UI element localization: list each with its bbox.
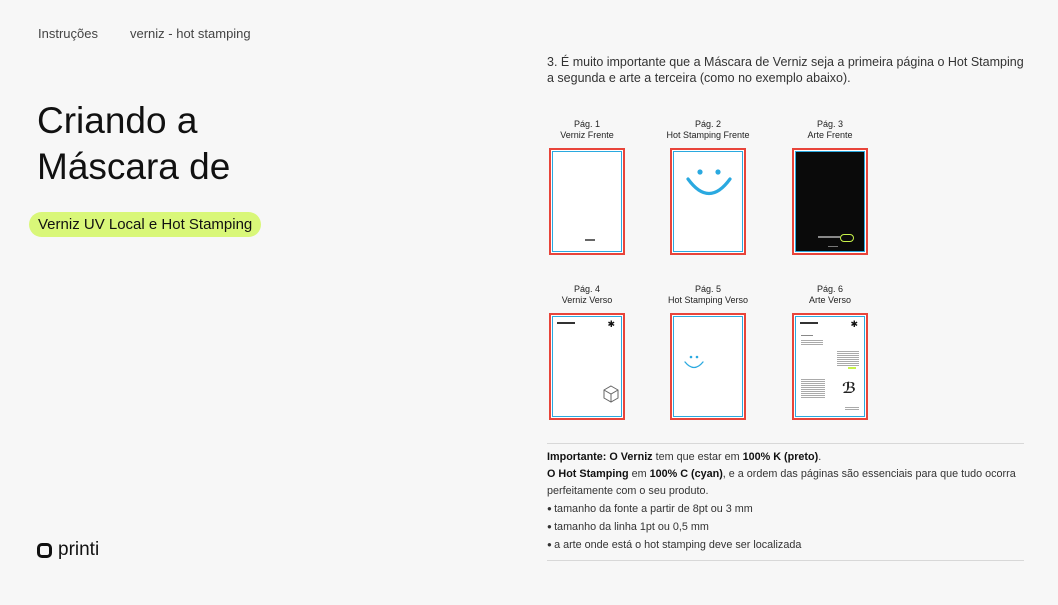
highlight-mark bbox=[848, 367, 856, 369]
page-thumbnail bbox=[670, 313, 746, 420]
page-number: Pág. 4 bbox=[573, 284, 601, 294]
page-name: Arte Verso bbox=[808, 295, 852, 305]
page-thumbnail bbox=[549, 313, 625, 420]
verniz-back-page bbox=[552, 316, 622, 417]
page-label bbox=[653, 284, 763, 308]
divider bbox=[547, 443, 1024, 444]
hot-stamping-back-page bbox=[673, 316, 743, 417]
art-page bbox=[795, 151, 865, 252]
art-text-line bbox=[818, 236, 840, 238]
page-label bbox=[775, 119, 885, 143]
text-block bbox=[837, 351, 859, 367]
art-header-line bbox=[800, 322, 818, 324]
printi-logo-icon bbox=[37, 543, 52, 558]
text-block bbox=[801, 379, 825, 399]
page-number: Pág. 6 bbox=[816, 284, 844, 294]
note-paragraph-1 bbox=[547, 449, 1027, 466]
page-name: Hot Stamping Verso bbox=[667, 295, 749, 305]
note-text: . bbox=[818, 451, 822, 463]
page-thumbnail bbox=[792, 313, 868, 420]
note-text: em bbox=[628, 468, 650, 480]
intro-text: 3. É muito importante que a Máscara de Verniz seja a primeira página o Hot Stamping a segunda e arte a terceira (como no exemplo abaixo). bbox=[547, 55, 1024, 85]
page-name: Arte Frente bbox=[807, 130, 853, 140]
page-example-2 bbox=[653, 119, 763, 255]
page-example-4 bbox=[532, 284, 642, 420]
asterisk-icon: ✱ bbox=[850, 319, 858, 329]
small-mark bbox=[585, 239, 595, 241]
asterisk-icon: ✱ bbox=[607, 319, 615, 329]
note-bold: 100% C (cyan) bbox=[649, 468, 723, 480]
printi-logo bbox=[37, 539, 99, 561]
list-item: ● a arte onde está o hot stamping deve ser localizada bbox=[547, 536, 1027, 554]
page-number: Pág. 3 bbox=[816, 119, 844, 129]
page-name: Hot Stamping Frente bbox=[666, 130, 750, 140]
page-name: Verniz Frente bbox=[560, 130, 614, 140]
note-paragraph-2 bbox=[547, 466, 1027, 500]
page-label bbox=[532, 284, 642, 308]
page-label bbox=[532, 119, 642, 143]
important-notes bbox=[547, 449, 1027, 554]
note-text: , e a ordem das páginas são essenciais para que tudo ocorra perfeitamente com o seu produto. bbox=[547, 468, 1016, 497]
divider bbox=[547, 560, 1024, 561]
blank-page bbox=[552, 151, 622, 252]
note-bold: Importante: O Verniz bbox=[547, 451, 653, 463]
note-text: tem que estar em bbox=[652, 451, 743, 463]
page-thumbnail bbox=[792, 148, 868, 255]
list-item: ● tamanho da linha 1pt ou 0,5 mm bbox=[547, 518, 1027, 536]
art-logo-shape bbox=[840, 234, 854, 242]
back-header-line bbox=[557, 322, 575, 324]
cube-icon bbox=[603, 385, 619, 405]
page-example-5 bbox=[653, 284, 763, 420]
text-block bbox=[845, 407, 859, 410]
smiley-icon bbox=[674, 152, 743, 252]
page-example-6 bbox=[775, 284, 885, 420]
requirements-list bbox=[547, 500, 1027, 554]
text-line bbox=[801, 335, 813, 336]
page-number: Pág. 1 bbox=[573, 119, 601, 129]
page-number: Pág. 5 bbox=[694, 284, 722, 294]
page-thumbnail bbox=[670, 148, 746, 255]
page-thumbnail bbox=[549, 148, 625, 255]
breadcrumb-item-verniz[interactable]: verniz - hot stamping bbox=[129, 26, 251, 41]
list-item: ● tamanho da fonte a partir de 8pt ou 3 mm bbox=[547, 500, 1027, 518]
page-example-3 bbox=[775, 119, 885, 255]
page-title-text: Criando a Máscara de bbox=[37, 100, 231, 187]
small-smiley-icon bbox=[674, 317, 743, 417]
text-art-page bbox=[795, 316, 865, 417]
highlight-badge: Verniz UV Local e Hot Stamping bbox=[29, 212, 261, 237]
logo-text: printi bbox=[58, 539, 100, 560]
text-block bbox=[801, 340, 823, 346]
page-example-1 bbox=[532, 119, 642, 255]
page-name: Verniz Verso bbox=[561, 295, 613, 305]
breadcrumb-item-instrucoes[interactable]: Instruções bbox=[38, 26, 98, 41]
logo-glyph: ℬ bbox=[842, 380, 856, 397]
hot-stamping-page bbox=[673, 151, 743, 252]
page-label bbox=[653, 119, 763, 143]
art-small-line bbox=[828, 246, 838, 247]
note-bold: 100% K (preto) bbox=[742, 451, 819, 463]
note-bold: O Hot Stamping bbox=[547, 468, 629, 480]
page-title bbox=[37, 98, 247, 190]
breadcrumb bbox=[38, 26, 251, 41]
page-label bbox=[775, 284, 885, 308]
page-number: Pág. 2 bbox=[694, 119, 722, 129]
